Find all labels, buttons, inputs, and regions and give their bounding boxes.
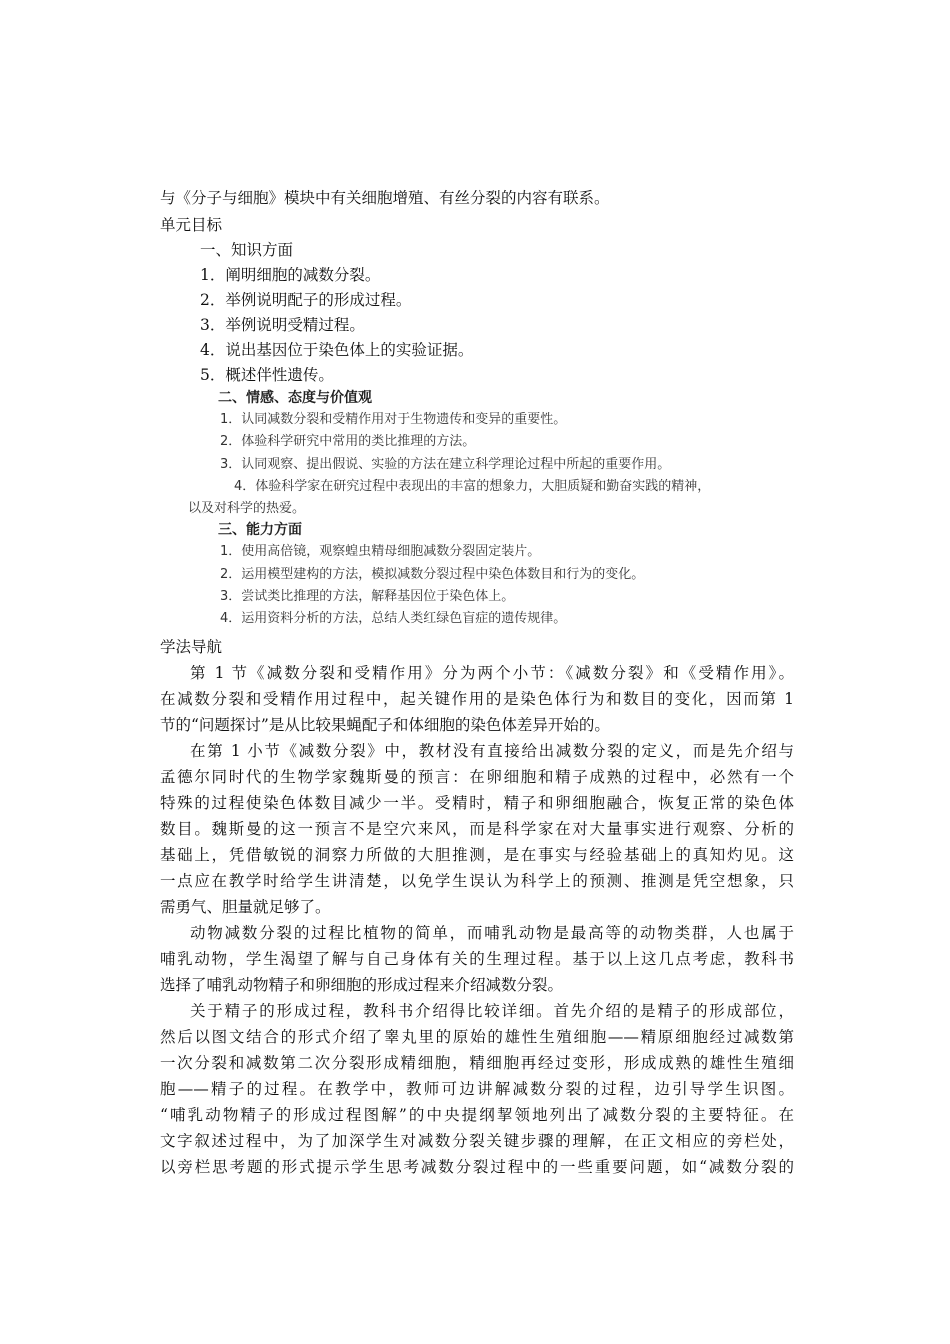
intro-line: 与《分子与细胞》模块中有关细胞增殖、有丝分裂的内容有联系。 (160, 189, 610, 207)
ability-item: 2．运用模型建构的方法，模拟减数分裂过程中染色体数目和行为的变化。 (220, 567, 645, 582)
paragraph-line: 第 1 节《减数分裂和受精作用》分为两个小节：《减数分裂》和《受精作用》。 (190, 664, 794, 682)
emotion-item: 2．体验科学研究中常用的类比推理的方法。 (220, 434, 476, 449)
study-guide-heading: 学法导航 (160, 638, 223, 656)
paragraph-line: 数目。魏斯曼的这一预言不是空穴来风，而是科学家在对大量事实进行观察、分析的 (160, 820, 794, 838)
paragraph-line: 在减数分裂和受精作用过程中，起关键作用的是染色体行为和数目的变化，因而第 1 (160, 690, 794, 708)
paragraph-line: 一次分裂和减数第二次分裂形成精细胞，精细胞再经过变形，形成成熟的雄性生殖细 (160, 1054, 794, 1072)
unit-goals-heading: 单元目标 (160, 216, 223, 234)
paragraph-line: 一点应在教学时给学生讲清楚，以免学生误认为科学上的预测、推测是凭空想象，只 (160, 872, 794, 890)
paragraph-line: 胞——精子的过程。在教学中，教师可边讲解减数分裂的过程，边引导学生识图。 (160, 1080, 794, 1098)
paragraph-line: 选择了哺乳动物精子和卵细胞的形成过程来介绍减数分裂。 (160, 976, 564, 994)
paragraph-line: 以旁栏思考题的形式提示学生思考减数分裂过程中的一些重要问题，如“减数分裂的 (160, 1158, 794, 1176)
paragraph-line: 在第 1 小节《减数分裂》中，教材没有直接给出减数分裂的定义，而是先介绍与 (190, 742, 794, 760)
knowledge-heading: 一、知识方面 (200, 241, 294, 259)
emotion-heading: 二、情感、态度与价值观 (218, 390, 372, 406)
paragraph-line: 动物减数分裂的过程比植物的简单，而哺乳动物是最高等的动物类群，人也属于 (190, 924, 794, 942)
paragraph-line: 孟德尔同时代的生物学家魏斯曼的预言：在卵细胞和精子成熟的过程中，必然有一个 (160, 768, 794, 786)
emotion-item: 3．认同观察、提出假说、实验的方法在建立科学理论过程中所起的重要作用。 (220, 457, 671, 472)
paragraph-line: 关于精子的形成过程，教科书介绍得比较详细。首先介绍的是精子的形成部位， (190, 1002, 794, 1020)
ability-item: 3．尝试类比推理的方法，解释基因位于染色体上。 (220, 589, 515, 604)
paragraph-line: 基础上，凭借敏锐的洞察力所做的大胆推测，是在事实与经验基础上的真知灼见。这 (160, 846, 794, 864)
emotion-item-continuation: 以及对科学的热爱。 (188, 501, 306, 516)
ability-item: 4．运用资料分析的方法，总结人类红绿色盲症的遗传规律。 (220, 611, 567, 626)
paragraph-line: 需勇气、胆量就足够了。 (160, 898, 331, 916)
ability-item: 1．使用高倍镜，观察蝗虫精母细胞减数分裂固定装片。 (220, 544, 541, 559)
paragraph-line: 节的“问题探讨”是从比较果蝇配子和体细胞的染色体差异开始的。 (160, 716, 610, 734)
knowledge-item: 4．说出基因位于染色体上的实验证据。 (200, 341, 474, 359)
knowledge-item: 1．阐明细胞的减数分裂。 (200, 266, 381, 284)
knowledge-item: 2．举例说明配子的形成过程。 (200, 291, 412, 309)
paragraph-line: “哺乳动物精子的形成过程图解”的中央提纲挈领地列出了减数分裂的主要特征。在 (160, 1106, 794, 1124)
ability-heading: 三、能力方面 (218, 522, 302, 538)
knowledge-item: 5．概述伴性遗传。 (200, 366, 334, 384)
paragraph-line: 哺乳动物，学生渴望了解与自己身体有关的生理过程。基于以上这几点考虑，教科书 (160, 950, 794, 968)
paragraph-line: 特殊的过程使染色体数目减少一半。受精时，精子和卵细胞融合，恢复正常的染色体 (160, 794, 794, 812)
knowledge-item: 3．举例说明受精过程。 (200, 316, 365, 334)
paragraph-line: 文字叙述过程中，为了加深学生对减数分裂关键步骤的理解，在正文相应的旁栏处， (160, 1132, 794, 1150)
emotion-item: 1．认同减数分裂和受精作用对于生物遗传和变异的重要性。 (220, 412, 567, 427)
emotion-item: 4．体验科学家在研究过程中表现出的丰富的想象力，大胆质疑和勤奋实践的精神， (234, 479, 711, 494)
paragraph-line: 然后以图文结合的形式介绍了睾丸里的原始的雄性生殖细胞——精原细胞经过减数第 (160, 1028, 794, 1046)
